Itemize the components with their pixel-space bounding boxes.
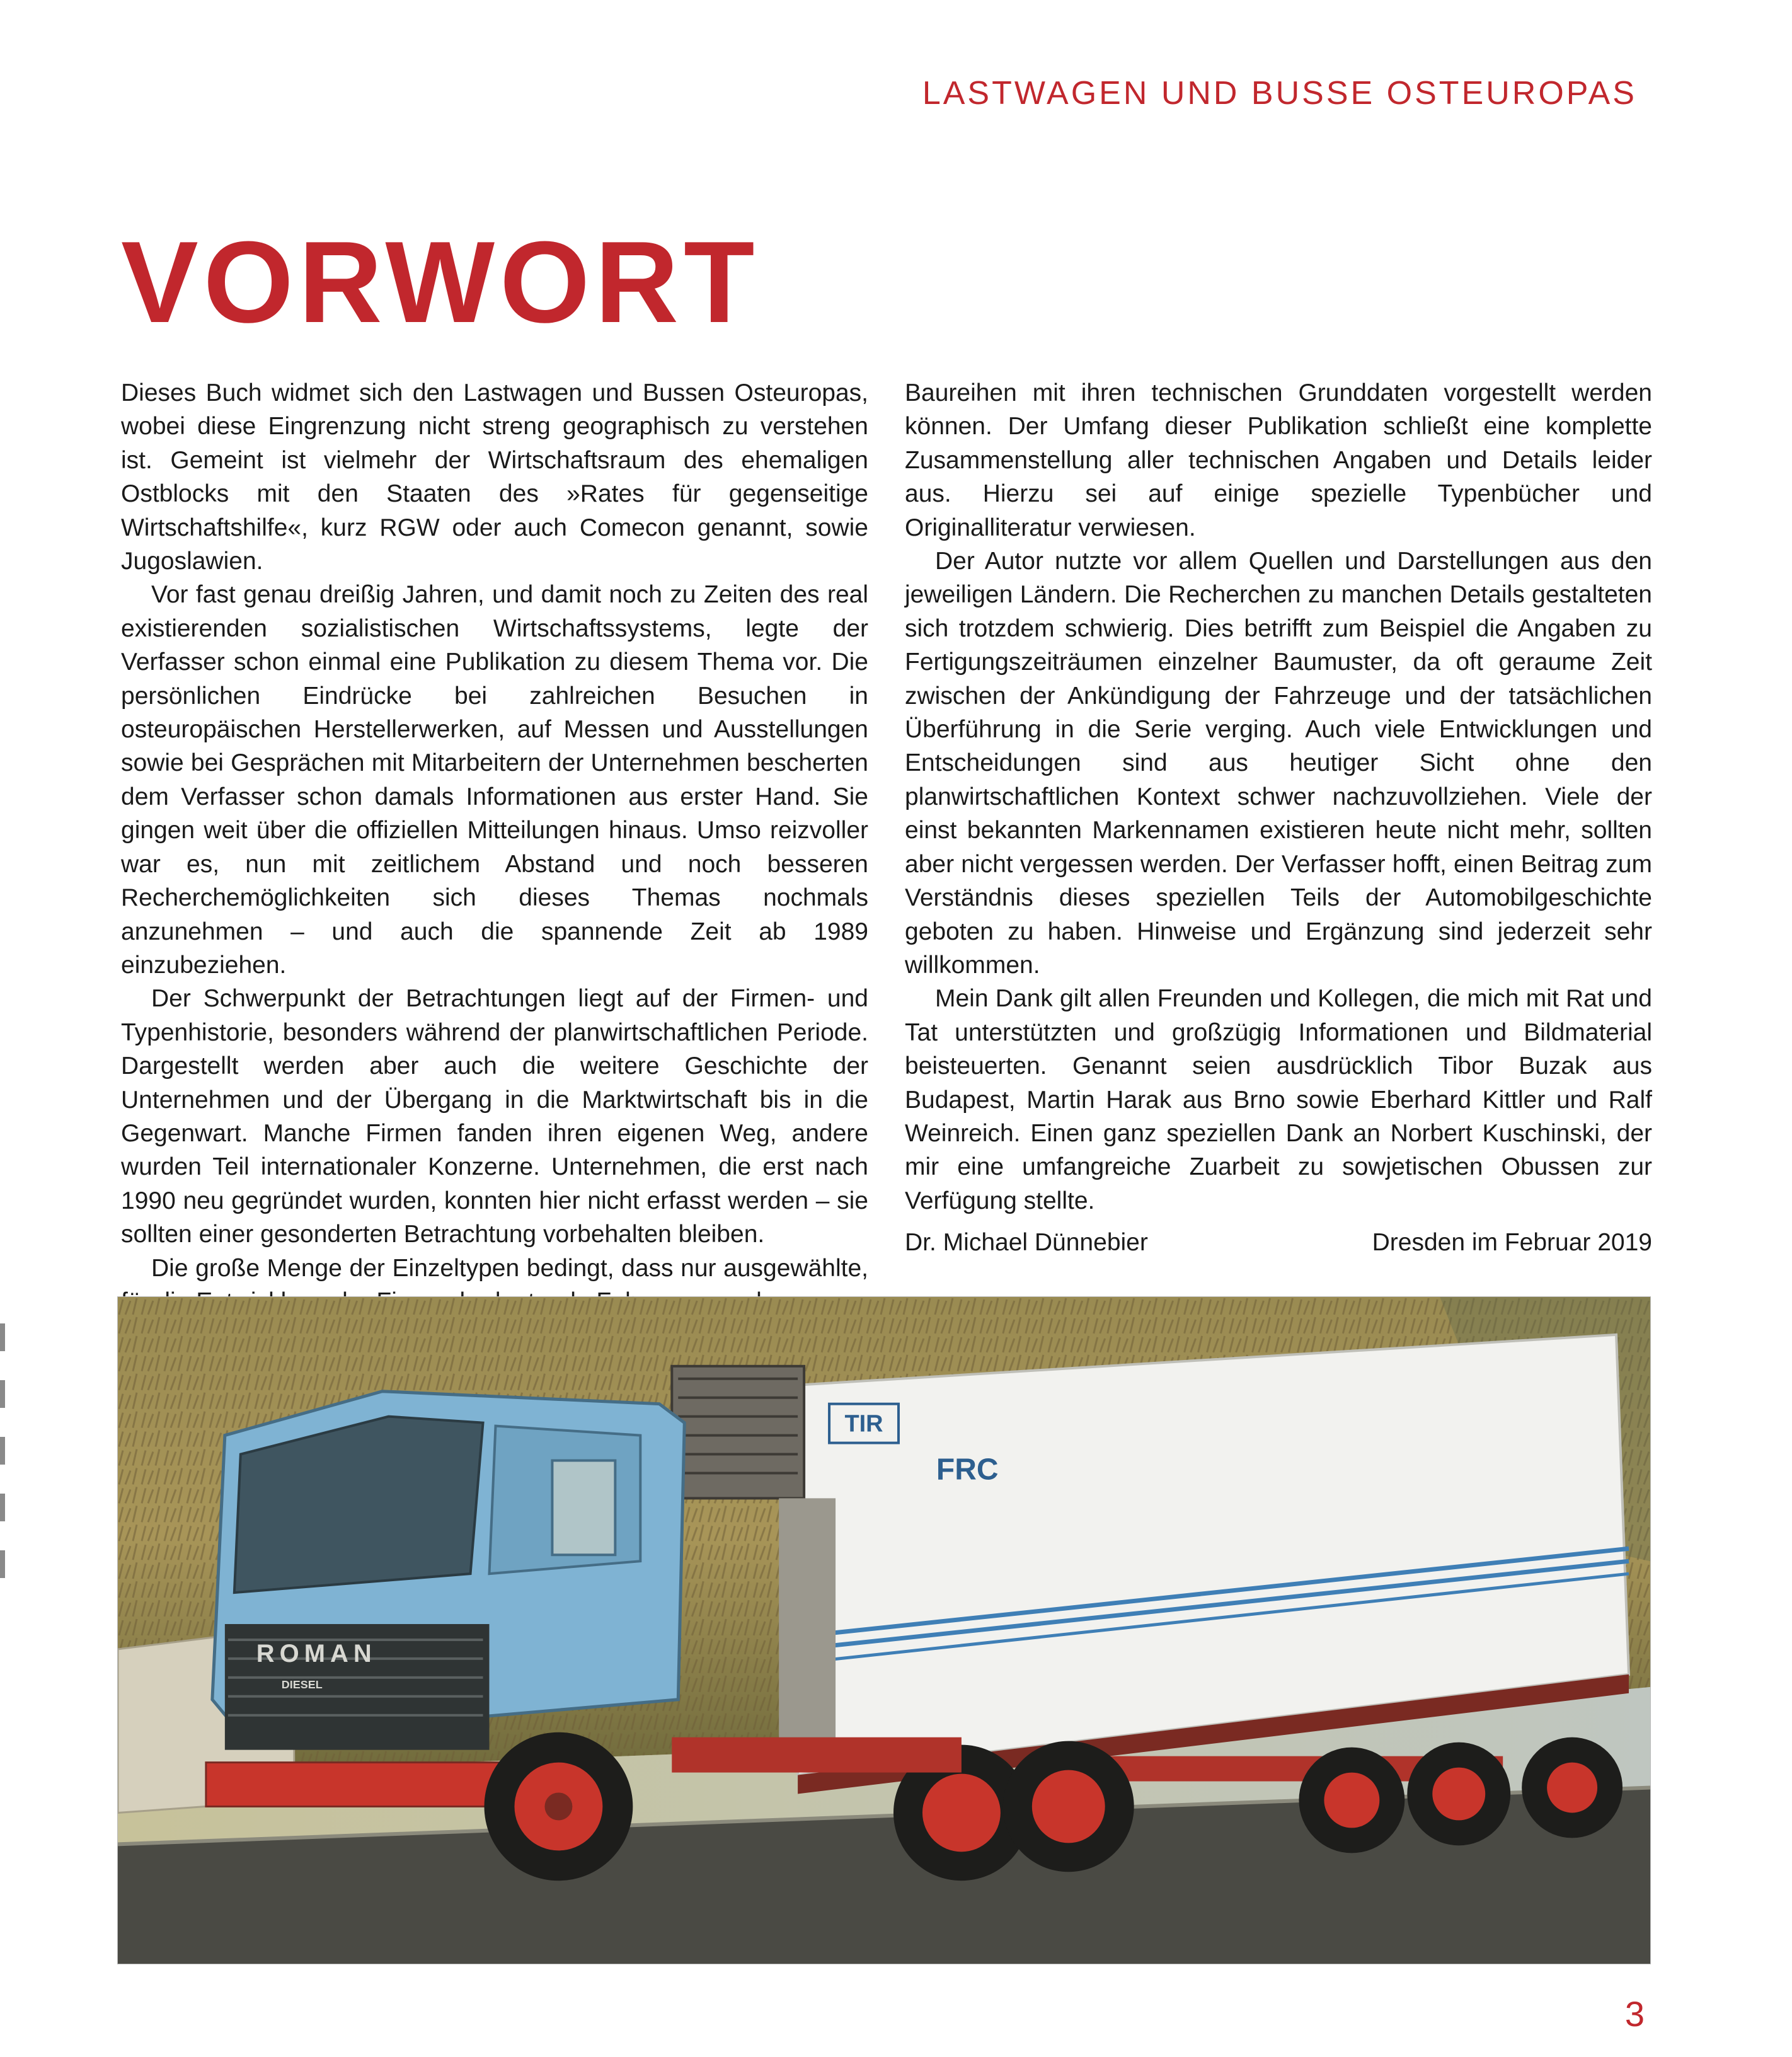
paragraph: Mein Dank gilt allen Freunden und Kollegen, die mich mit Rat und Tat unterstützten und großzügig Informationen und Bildmaterial beisteuerten. Genannt seien ausdrücklich Tibor Buzak aus Budapest, Martin Harak aus Brno sowie Eberhard Kittler und Ralf Weinreich. Einen ganz speziellen Dank an Norbert Kuschinski, der mir eine umfangreiche Zuarbeit zu sowjetischen Obussen zur Verfügung stellte. bbox=[905, 985, 1652, 1214]
trailer-lettering: FRC bbox=[936, 1453, 999, 1487]
edge-mark bbox=[0, 1323, 5, 1351]
cab-lettering: ROMAN bbox=[256, 1639, 377, 1668]
page-number: 3 bbox=[1624, 1994, 1645, 2034]
edge-mark bbox=[0, 1550, 5, 1578]
running-head: LASTWAGEN UND BUSSE OSTEUROPAS bbox=[922, 75, 1637, 112]
truck-photo bbox=[117, 1296, 1651, 1964]
author-name: Dr. Michael Dünnebier bbox=[905, 1229, 1148, 1256]
paragraph: Die große Menge der Einzeltypen bedingt, dass nur ausgewählte, bbox=[151, 1254, 868, 1282]
paragraph: Vor fast genau dreißig Jahren, und damit noch zu Zeiten des real existierenden sozialistischen Wirtschaftssystems, legte der Verfasser schon einmal eine Publikation zu diesem Thema vor. Die persönlichen Eindrücke bei zahlreichen Besuchen in osteuropäischen Herstellerwerken, auf Messen und Ausstellungen sowie bei Gesprächen mit Mitarbeitern der Unternehmen bescherten dem Verfasser schon damals Informationen aus erster Hand. Sie gingen weit über die offiziellen Mitteilungen hinaus. Umso reizvoller war es, nun mit zeitlichem Abstand und noch besseren Recherchemöglichkeiten sich dieses Themas nochmals anzunehmen – und auch die spannende Zeit ab 1989 einzubeziehen. bbox=[121, 581, 868, 979]
tir-badge: TIR bbox=[844, 1410, 883, 1438]
edge-mark bbox=[0, 1494, 5, 1521]
cab-sublettering: DIESEL bbox=[281, 1678, 323, 1691]
page-title: VORWORT bbox=[121, 217, 760, 347]
paragraph: Dieses Buch widmet sich den Lastwagen und Bussen Osteuropas, wobei diese Eingrenzung nicht streng geographisch zu verstehen ist. Gemeint ist vielmehr der Wirtschaftsraum des ehemaligen Ostblocks mit den Staaten des »Rates für gegenseitige Wirtschaftshilfe«, kurz RGW oder auch Comecon genannt, sowie Jugoslawien. bbox=[121, 379, 868, 575]
place-date: Dresden im Februar 2019 bbox=[1372, 1229, 1652, 1256]
paragraph: Der Autor nutzte vor allem Quellen und Darstellungen aus den jeweiligen Ländern. Die Recherchen zu manchen Details gestalteten sich trotzdem schwierig. Dies betrifft zum Beispiel die Angaben zu Fertigungszeiträumen einzelner Baumuster, da oft geraume Zeit zwischen der Ankündigung der Fahrzeuge und der tatsächlichen Überführung in die Serie verging. Auch viele Entwicklungen und Entscheidungen sind aus heutiger Sicht ohne den planwirtschaftlichen Kontext schwer nachzuvollziehen. Viele der einst bekannten Markennamen existieren heute nicht mehr, sollten aber nicht vergessen werden. Der Verfasser hofft, einen Beitrag zum Verständnis dieses speziellen Teils der Automobilgeschichte geboten zu haben. Hinweise und Ergänzung sind jederzeit sehr willkommen. bbox=[905, 548, 1652, 979]
paragraph: Baureihen mit ihren technischen Grunddaten vorgestellt werden können. Der Umfang dieser Publikation schließt eine komplette Zusammenstellung aller technischen Angaben und Details leider aus. Hierzu sei auf einige spezielle Typenbücher und Originalliteratur verwiesen. bbox=[905, 379, 1652, 541]
paragraph: Der Schwerpunkt der Betrachtungen liegt auf der Firmen- und Typenhistorie, besonders während der planwirtschaftlichen Periode. Dargestellt werden aber auch die weitere Geschichte der Unternehmen und der Übergang in die Marktwirtschaft bis in die Gegenwart. Manche Firmen fanden ihren eigenen Weg, andere wurden Teil internationaler Konzerne. Unternehmen, die erst nach 1990 neu gegründet wurden, konnten hier nicht erfasst werden – sie sollten einer gesonderten Betrachtung vorbehalten bleiben. bbox=[121, 985, 868, 1248]
signature-row bbox=[905, 1226, 1652, 1259]
left-text-column bbox=[121, 376, 868, 1318]
edge-mark bbox=[0, 1437, 5, 1465]
right-text-column bbox=[905, 376, 1652, 1218]
edge-mark bbox=[0, 1380, 5, 1408]
